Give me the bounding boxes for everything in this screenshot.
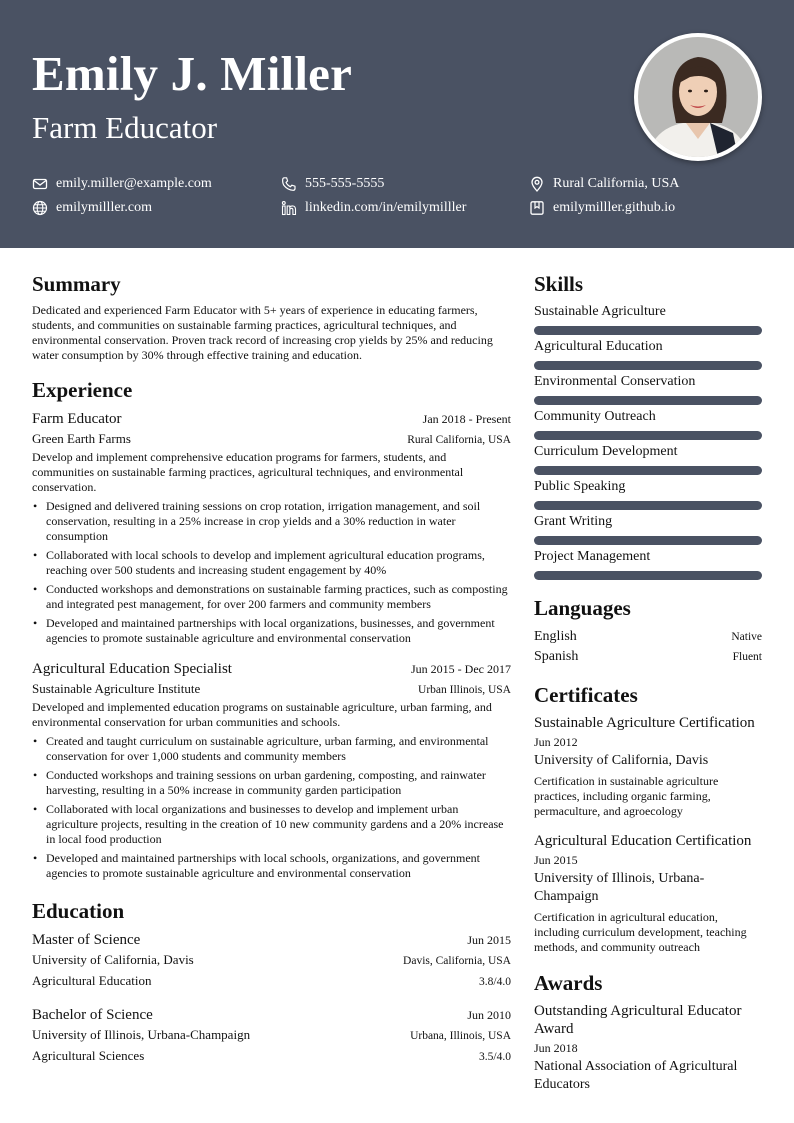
candidate-title: Farm Educator <box>32 110 218 145</box>
certificate-date: Jun 2012 <box>534 735 578 749</box>
skill-item <box>534 303 762 335</box>
job-location: Rural California, USA <box>407 434 511 446</box>
section-heading: Certificates <box>534 683 638 707</box>
github-text: emilymilller.github.io <box>553 200 676 215</box>
skill-item <box>534 513 762 545</box>
award-issuer: National Association of Agricultural Educators <box>534 1059 738 1092</box>
summary-section <box>32 270 511 363</box>
job-dates: Jan 2018 - Present <box>422 412 511 426</box>
education-date: Jun 2015 <box>467 933 511 947</box>
field-of-study: Agricultural Sciences <box>32 1048 145 1063</box>
certificate-entry <box>534 714 762 819</box>
section-heading: Awards <box>534 971 603 995</box>
skill-item <box>534 408 762 440</box>
award-date: Jun 2018 <box>534 1041 578 1055</box>
list-item: • Designed and delivered training sessions on crop rotation, irrigation management, and soil conservation, resulting in a 25% increase in crop yields and a 30% reduction in water consumption <box>32 499 511 544</box>
language-row <box>534 627 762 647</box>
linkedin-icon <box>281 200 297 216</box>
skill-name: Grant Writing <box>534 514 613 529</box>
contact-linkedin[interactable] <box>281 198 466 218</box>
certificate-description: Certification in agricultural education, including curriculum development, teaching methods, and community outreach <box>534 910 747 954</box>
contact-website[interactable] <box>32 198 152 218</box>
language-row <box>534 647 762 667</box>
language-level: Fluent <box>732 651 762 663</box>
skill-bar <box>534 536 762 545</box>
summary-text: Dedicated and experienced Farm Educator with 5+ years of experience in educating farmers, students, and communities on sustainable farming practices, agricultural techniques, and environmental conservation. Proven track record of increasing crop yields by 25% and reducing water consumption by 30% through effective training and education. <box>32 303 493 362</box>
skill-name: Agricultural Education <box>534 339 663 354</box>
certificate-issuer: University of Illinois, Urbana-Champaign <box>534 871 705 904</box>
degree: Master of Science <box>32 932 141 948</box>
education-entry <box>32 930 511 992</box>
job-company: Sustainable Agriculture Institute <box>32 681 201 696</box>
skill-bar <box>534 396 762 405</box>
globe-icon <box>32 200 48 216</box>
school-location: Davis, California, USA <box>403 955 511 967</box>
list-item: • Developed and maintained partnerships with local schools, organizations, and government agencies to promote sustainable agriculture and environmental conservation <box>32 851 511 881</box>
list-item: • Created and taught curriculum on sustainable agriculture, urban farming, and environmental conservation for over 1,000 students and community members <box>32 734 511 764</box>
language-name: Spanish <box>534 649 579 664</box>
avatar <box>638 37 758 157</box>
job-bullets <box>32 499 511 646</box>
list-item: • Collaborated with local organizations and businesses to develop and implement urban agriculture projects, resulting in the creation of 10 new community gardens and a 20% increase in local food production <box>32 802 511 847</box>
profile-photo <box>634 33 762 161</box>
skill-name: Project Management <box>534 549 651 564</box>
degree: Bachelor of Science <box>32 1007 153 1023</box>
section-heading: Summary <box>32 272 121 296</box>
linkedin-text: linkedin.com/in/emilymilller <box>305 200 467 215</box>
school-location: Urbana, Illinois, USA <box>410 1030 511 1042</box>
mail-icon <box>32 176 48 192</box>
phone-text: 555-555-5555 <box>305 176 385 191</box>
skill-name: Sustainable Agriculture <box>534 304 666 319</box>
contact-github[interactable] <box>529 198 675 218</box>
experience-section <box>32 376 511 881</box>
section-heading: Skills <box>534 272 584 296</box>
skill-bar <box>534 466 762 475</box>
skill-name: Community Outreach <box>534 409 656 424</box>
location-pin-icon <box>529 176 545 192</box>
section-heading: Experience <box>32 378 133 402</box>
job-title: Agricultural Education Specialist <box>32 661 232 677</box>
job-location: Urban Illinois, USA <box>418 684 511 696</box>
job-description: Developed and implemented education programs on sustainable agriculture, urban farming, and environmental conservation for urban communities and schools. <box>32 700 492 729</box>
field-of-study: Agricultural Education <box>32 973 152 988</box>
job-bullets <box>32 734 511 881</box>
skill-name: Public Speaking <box>534 479 626 494</box>
resume-header <box>0 0 794 248</box>
certificates-section <box>534 681 762 955</box>
certificate-entry <box>534 832 762 955</box>
phone-icon <box>281 176 297 192</box>
skill-item <box>534 478 762 510</box>
skill-bar <box>534 501 762 510</box>
languages-section <box>534 594 762 667</box>
certificate-issuer: University of California, Davis <box>534 753 709 768</box>
skill-bar <box>534 571 762 580</box>
skill-name: Curriculum Development <box>534 444 678 459</box>
job-description: Develop and implement comprehensive education programs for farmers, students, and communities on sustainable farming practices, agricultural techniques, and environmental conservation. <box>32 450 464 494</box>
contact-location <box>529 174 679 194</box>
section-heading: Education <box>32 899 125 923</box>
awards-section <box>534 969 762 1094</box>
skill-name: Environmental Conservation <box>534 374 696 389</box>
award-title: Outstanding Agricultural Educator Award <box>534 1003 742 1037</box>
contact-phone[interactable] <box>281 174 384 194</box>
award-entry <box>534 1002 762 1094</box>
main-column <box>32 270 511 1067</box>
candidate-name: Emily J. Miller <box>32 46 353 101</box>
certificate-description: Certification in sustainable agriculture practices, including organic farming, permaculture, and agroecology <box>534 774 719 818</box>
certificate-title: Sustainable Agriculture Certification <box>534 715 755 731</box>
school: University of Illinois, Urbana-Champaign <box>32 1027 251 1042</box>
job-company: Green Earth Farms <box>32 431 131 446</box>
skill-item <box>534 443 762 475</box>
list-item: • Conducted workshops and training sessions on urban gardening, composting, and rainwater harvesting, resulting in a 50% increase in community garden participation <box>32 768 511 798</box>
education-section <box>32 897 511 1067</box>
email-text: emily.miller@example.com <box>56 176 212 191</box>
school: University of California, Davis <box>32 952 194 967</box>
location-text: Rural California, USA <box>553 176 680 191</box>
bookmark-icon <box>529 200 545 216</box>
job-entry <box>32 659 511 881</box>
section-heading: Languages <box>534 596 631 620</box>
job-entry <box>32 409 511 646</box>
list-item: • Developed and maintained partnerships with local organizations, businesses, and government agencies to promote sustainable agriculture and environmental conservation <box>32 616 511 646</box>
skill-bar <box>534 361 762 370</box>
job-title: Farm Educator <box>32 411 122 427</box>
certificate-title: Agricultural Education Certification <box>534 833 752 849</box>
job-dates: Jun 2015 - Dec 2017 <box>411 662 511 676</box>
language-level: Native <box>731 631 762 643</box>
language-name: English <box>534 629 577 644</box>
skills-section <box>534 270 762 580</box>
education-entry <box>32 1005 511 1067</box>
website-text: emilymilller.com <box>56 200 153 215</box>
certificate-date: Jun 2015 <box>534 853 578 867</box>
skill-bar <box>534 326 762 335</box>
contact-email[interactable] <box>32 174 212 194</box>
education-date: Jun 2010 <box>467 1008 511 1022</box>
skill-item <box>534 373 762 405</box>
list-item: • Conducted workshops and demonstrations on sustainable farming practices, such as composting and integrated pest management, for over 200 farmers and community members <box>32 582 511 612</box>
side-column <box>534 270 762 1094</box>
skill-bar <box>534 431 762 440</box>
gpa: 3.5/4.0 <box>479 1051 511 1063</box>
skill-item <box>534 548 762 580</box>
skill-item <box>534 338 762 370</box>
gpa: 3.8/4.0 <box>479 976 511 988</box>
list-item: • Collaborated with local schools to develop and implement agricultural education programs, reaching over 500 students and increasing student engagement by 40% <box>32 548 511 578</box>
